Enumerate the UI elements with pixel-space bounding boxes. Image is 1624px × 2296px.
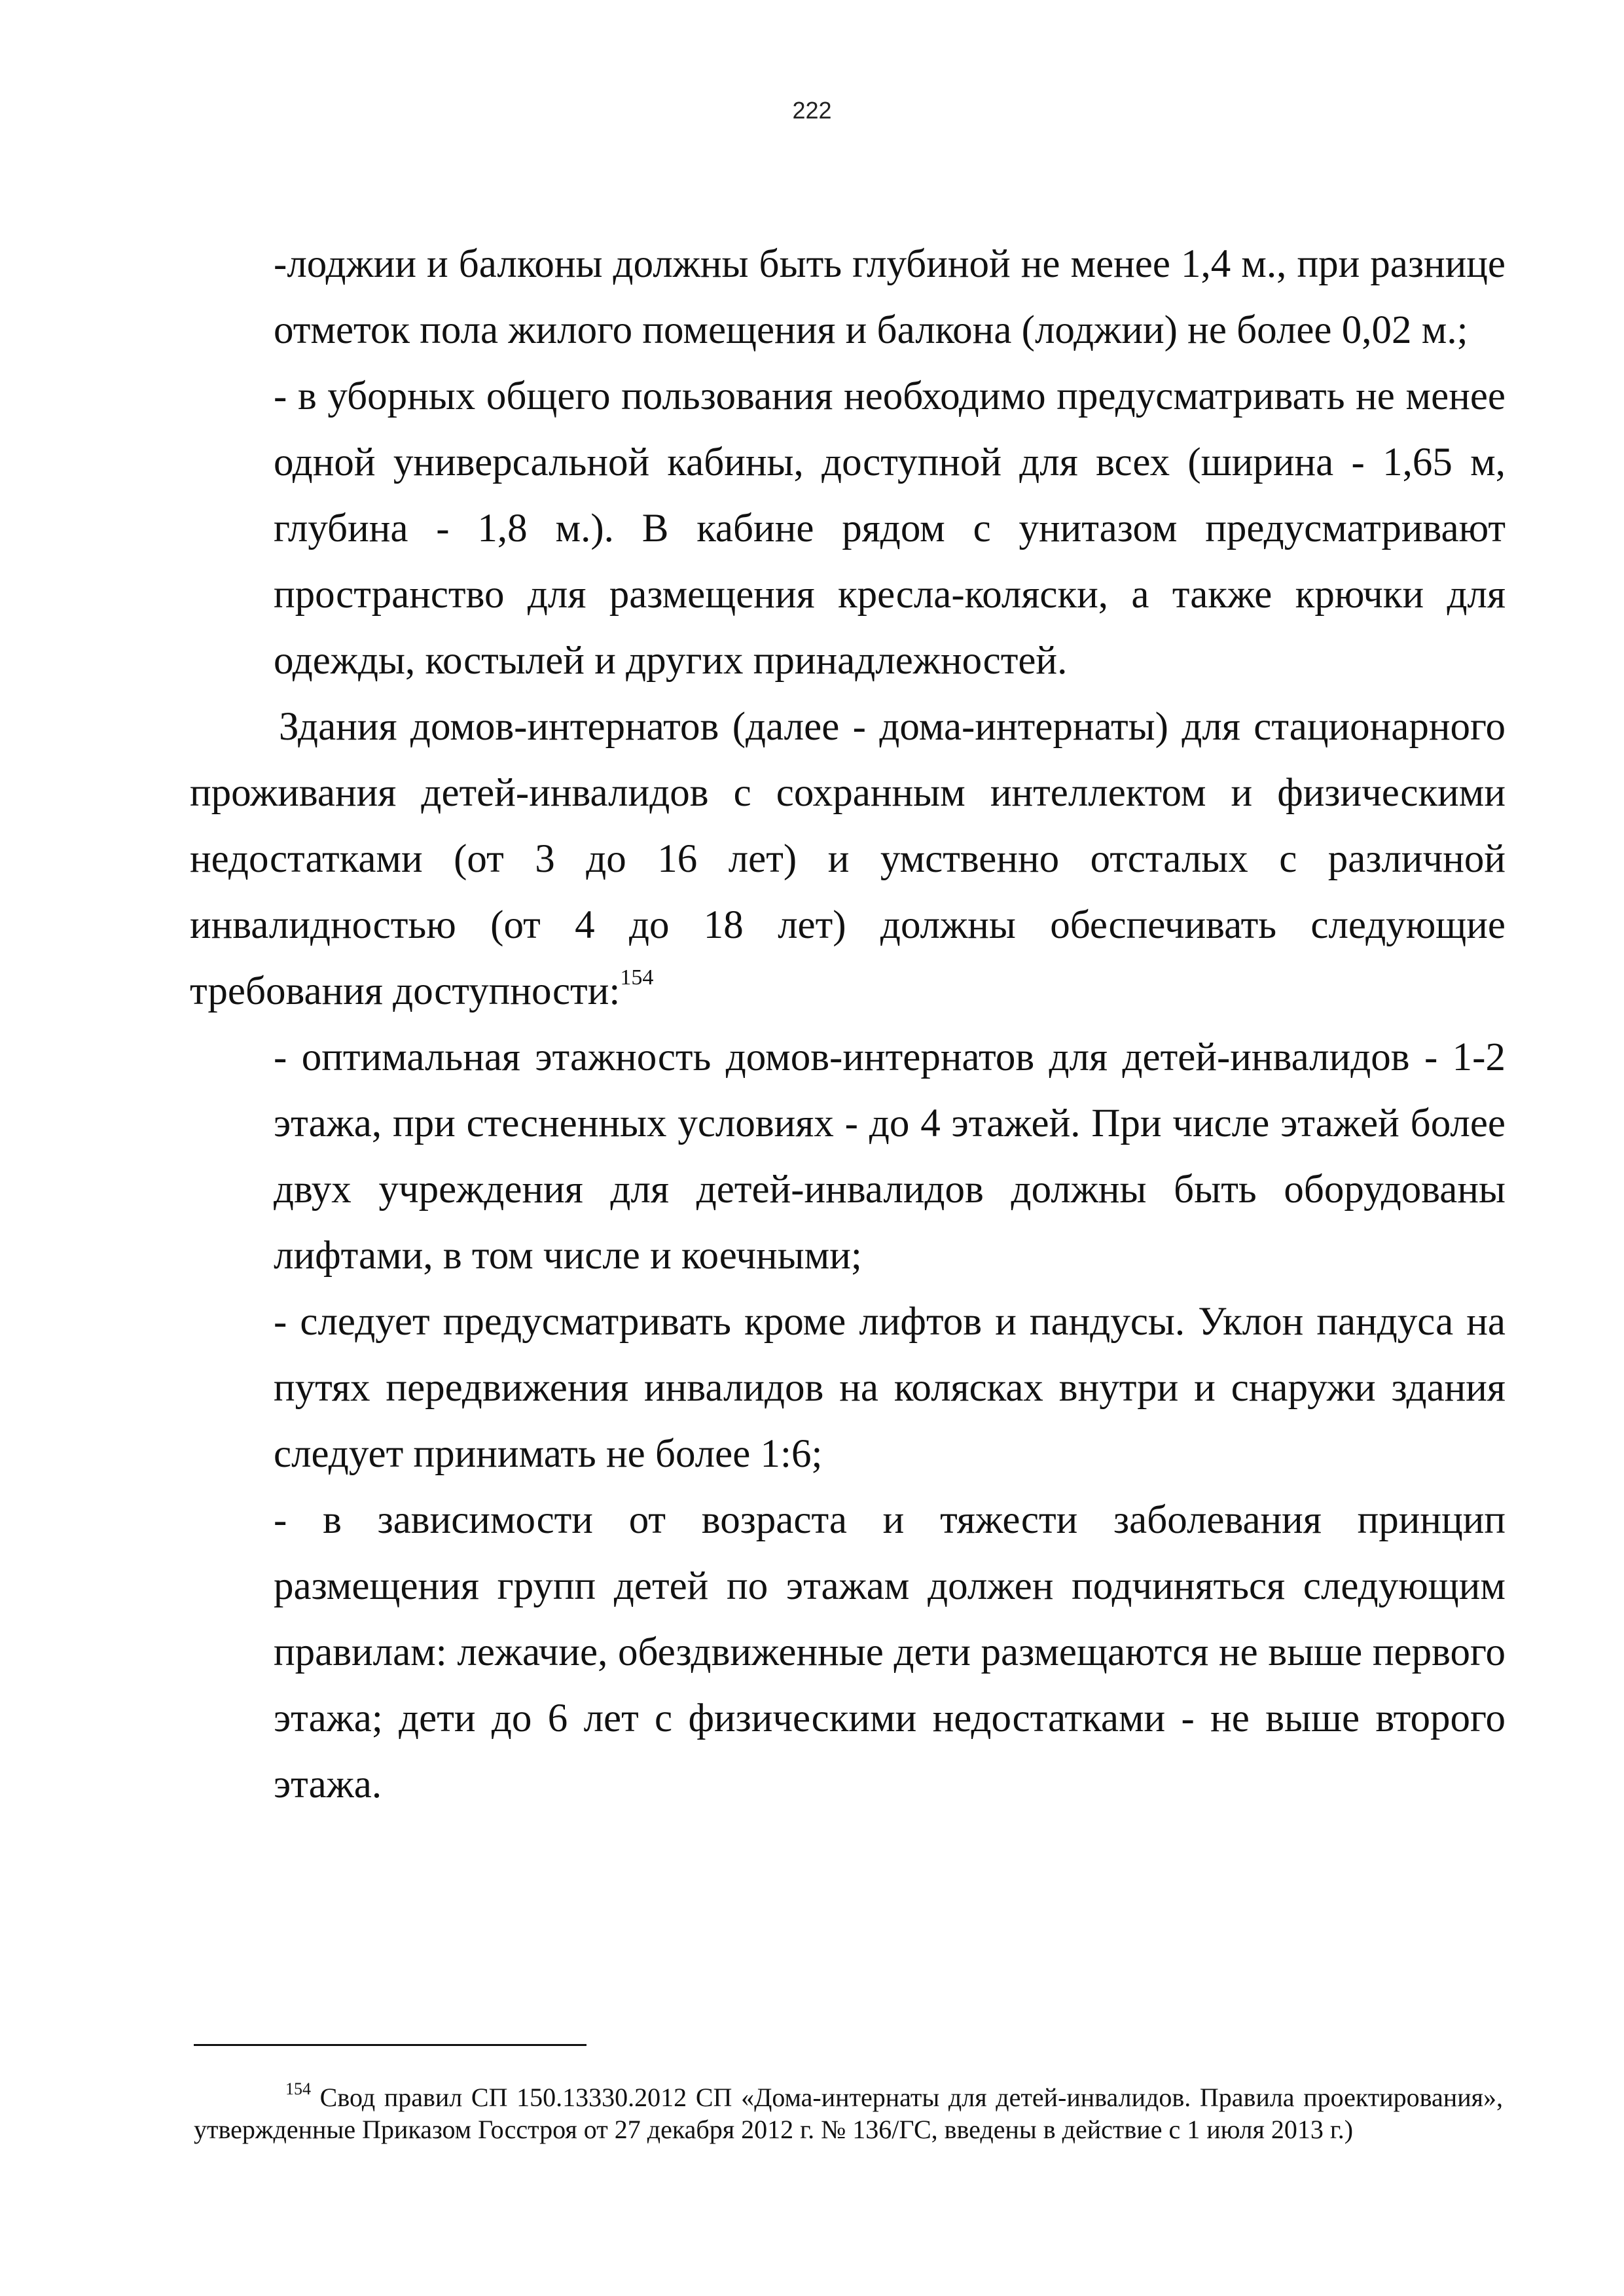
list-item-restrooms: - в уборных общего пользования необходимо предусматривать не менее одной универсальной кабины, доступной для всех (ширина - 1,65 м, глубина - 1,8 м.). В кабине рядом с унитазом предусматривают пространство для размещения кресла-коляски, а также крючки для одежды, костылей и других принадлежностей. (274, 374, 1506, 683)
footnote-marker: 154 (285, 2079, 311, 2098)
footnote (194, 2081, 1503, 2145)
requirements-list-bottom (274, 1024, 1506, 1818)
list-item-ramps: - следует предусматривать кроме лифтов и пандусы. Уклон пандуса на путях передвижения инвалидов на колясках внутри и снаружи здания следует принимать не более 1:6; (274, 1300, 1506, 1476)
list-item-loggias: -лоджии и балконы должны быть глубиной не менее 1,4 м., при разнице отметок пола жилого помещения и балкона (лоджии) не более 0,02 м.; (274, 242, 1506, 352)
page-number: 222 (792, 97, 832, 124)
body-text (190, 231, 1506, 1818)
paragraph-text: Здания домов-интернатов (далее - дома-интернаты) для стационарного проживания детей-инвалидов с сохранным интеллектом и физическими недостатками (от 3 до 16 лет) и умственно отсталых с различной инвалидностью (от 4 до 18 лет) должны обеспечивать следующие требования доступности: (190, 705, 1506, 1013)
list-item-floors: - оптимальная этажность домов-интернатов для детей-инвалидов - 1-2 этажа, при стесненных условиях - до 4 этажей. При числе этажей более двух учреждения для детей-инвалидов должны быть оборудованы лифтами, в том числе и коечными; (274, 1035, 1506, 1278)
footnote-text: Свод правил СП 150.13330.2012 СП «Дома-интернаты для детей-инвалидов. Правила проектирования», утвержденные Приказом Госстроя от 27 декабря 2012 г. № 136/ГС, введены в действие с 1 июля 2013 г.) (194, 2083, 1503, 2144)
footnote-separator (194, 2044, 586, 2046)
list-item-placement: - в зависимости от возраста и тяжести заболевания принцип размещения групп детей по этажам должен подчиняться следующим правилам: лежачие, обездвиженные дети размещаются не выше первого этажа; дети до 6 лет с физическими недостатками - не выше второго этажа. (274, 1498, 1506, 1806)
paragraph-boarding-homes (190, 694, 1506, 1024)
footnote-reference[interactable]: 154 (620, 965, 654, 990)
requirements-list-top (274, 231, 1506, 694)
